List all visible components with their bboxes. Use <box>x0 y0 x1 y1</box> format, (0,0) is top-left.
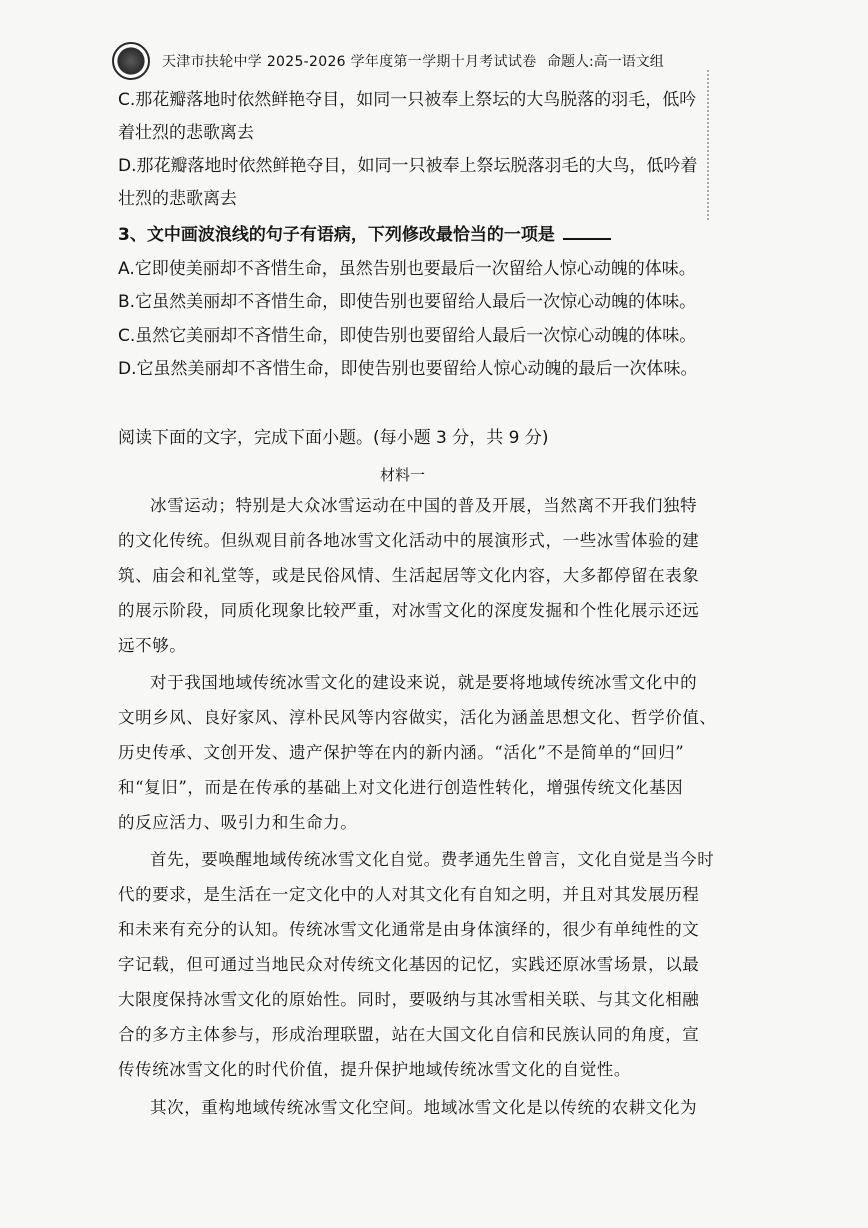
option-c-line2: 着壮烈的悲歌离去 <box>118 123 254 143</box>
passage-line: 大限度保持冰雪文化的原始性。同时，要吸纳与其冰雪相关联、与其文化相融 <box>118 990 700 1009</box>
option-c-line1: C.那花瓣落地时依然鲜艳夺目，如同一只被奉上祭坛的大鸟脱落的羽毛，低吟 <box>118 90 697 110</box>
passage-line: 字记载，但可通过当地民众对传统文化基因的记忆，实践还原冰雪场景，以最 <box>118 955 700 974</box>
passage-line: 冰雪运动；特别是大众冰雪运动在中国的普及开展，当然离不开我们独特 <box>150 496 698 515</box>
passage-line: 代的要求，是生活在一定文化中的人对其文化有自知之明，并且对其发展历程 <box>118 885 700 904</box>
question-3-title <box>118 224 611 246</box>
passage-line: 的反应活力、吸引力和生命力。 <box>118 813 358 832</box>
question-3-text: 3、文中画波浪线的句子有语病，下列修改最恰当的一项是 <box>118 225 555 245</box>
option-d-line2: 壮烈的悲歌离去 <box>118 189 237 209</box>
passage-line: 文明乡风、良好家风、淳朴民风等内容做实，活化为涵盖思想文化、哲学价值、 <box>118 708 717 727</box>
school-seal-logo <box>112 42 150 80</box>
exam-title: 天津市扶轮中学 2025-2026 学年度第一学期十月考试试卷 <box>162 54 537 70</box>
question-3-option-d: D.它虽然美丽却不吝惜生命，即使告别也要留给人惊心动魄的最后一次体味。 <box>118 359 698 379</box>
passage-line: 远不够。 <box>118 636 187 655</box>
passage-line: 和未来有充分的认知。传统冰雪文化通常是由身体演绎的，很少有单纯性的文 <box>118 920 700 939</box>
page-header <box>112 42 712 82</box>
passage-line: 的展示阶段，同质化现象比较严重，对冰雪文化的深度发掘和个性化展示还远 <box>118 601 700 620</box>
passage-line: 其次，重构地域传统冰雪文化空间。地域冰雪文化是以传统的农耕文化为 <box>150 1098 698 1117</box>
question-3-option-a: A.它即使美丽却不吝惜生命，虽然告别也要最后一次留给人惊心动魄的体味。 <box>118 259 696 279</box>
passage-line: 对于我国地域传统冰雪文化的建设来说，就是要将地域传统冰雪文化中的 <box>150 673 698 692</box>
passage-line: 首先，要唤醒地域传统冰雪文化自觉。费孝通先生曾言，文化自觉是当今时 <box>150 850 715 869</box>
answer-blank <box>563 224 611 240</box>
option-d-line1: D.那花瓣落地时依然鲜艳夺目，如同一只被奉上祭坛脱落羽毛的大鸟，低吟着 <box>118 156 698 176</box>
passage-line: 筑、庙会和礼堂等，或是民俗风情、生活起居等文化内容，大多都停留在表象 <box>118 566 700 585</box>
passage-line: 和“复旧”，而是在传承的基础上对文化进行创造性转化，增强传统文化基因 <box>118 778 684 797</box>
passage-line: 历史传承、文创开发、遗产保护等在内的新内涵。“活化”不是简单的“回归” <box>118 743 685 762</box>
passage-line: 的文化传统。但纵观目前各地冰雪文化活动中的展演形式，一些冰雪体验的建 <box>118 531 700 550</box>
binding-margin-dots <box>707 70 711 220</box>
reading-instruction: 阅读下面的文字，完成下面小题。(每小题 3 分，共 9 分) <box>118 428 549 448</box>
material-title: 材料一 <box>380 466 426 484</box>
passage-line: 传传统冰雪文化的时代价值，提升保护地域传统冰雪文化的自觉性。 <box>118 1060 631 1079</box>
question-3-option-c: C.虽然它美丽却不吝惜生命，即使告别也要留给人最后一次惊心动魄的体味。 <box>118 326 697 346</box>
exam-author: 命题人:高一语文组 <box>547 54 664 70</box>
question-3-option-b: B.它虽然美丽却不吝惜生命，即使告别也要留给人最后一次惊心动魄的体味。 <box>118 292 697 312</box>
passage-line: 合的多方主体参与，形成治理联盟，站在大国文化自信和民族认同的角度，宣 <box>118 1025 700 1044</box>
